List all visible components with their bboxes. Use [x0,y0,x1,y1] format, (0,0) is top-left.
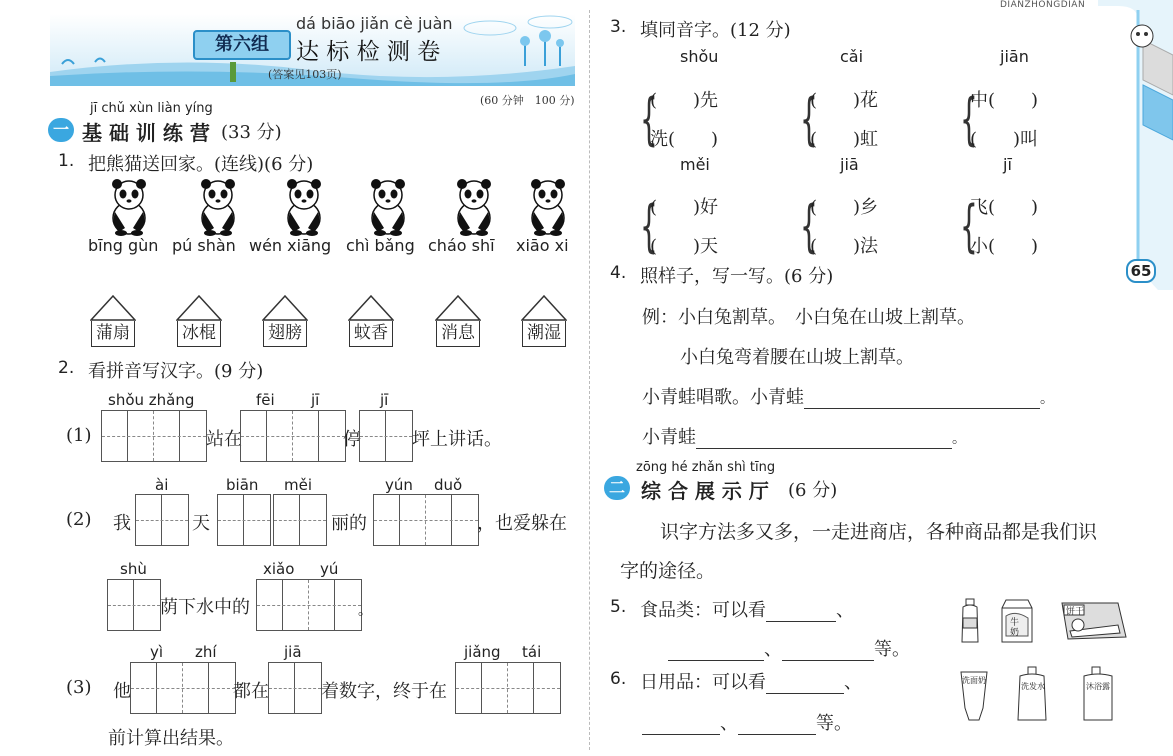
house-3[interactable] [262,295,308,347]
q6-number: 6. [610,669,627,689]
q2-l2b-grid-2[interactable] [256,579,362,631]
answer-blank[interactable] [696,431,952,449]
q2-l1-pinyin-3: jī [311,391,320,409]
brace: { [640,87,658,152]
q5-number: 5. [610,597,627,617]
section2-title: 综 合 展 示 厅 [641,479,769,503]
q4-line-2 [642,423,966,449]
q3-r2-c1[interactable]: 飞( ) [970,197,1039,218]
q2-l2-grid-4[interactable] [373,494,479,546]
q4-text: 照样子，写一写。(6 分) [640,266,834,287]
separator: 、 [720,713,738,734]
section2-intro-1: 识字方法多又多，一走进商店，各种商品都是我们识 [660,521,1098,543]
q2-l2b-grid-1[interactable] [107,579,161,631]
answer-blank[interactable] [642,717,720,735]
q3-r1-c2[interactable]: ( )叫 [970,129,1039,150]
house-6[interactable] [521,295,567,347]
page-title: 达 标 检 测 卷 [296,39,441,65]
bodywash-bottle-icon [1080,666,1116,722]
q3-pinyin-4: měi [680,155,710,174]
section2-intro-2: 字的途径。 [620,560,716,582]
separator: 、 [844,672,862,693]
brace: { [960,87,978,152]
panda-icon[interactable] [107,178,151,236]
milk-label: 牛奶 [1010,618,1020,638]
biscuit-label: 饼干 [1066,607,1085,617]
q2-l3-pinyin-4: jiǎng [464,643,501,661]
house-word: 翅膀 [263,321,307,347]
q2-l2b-pinyin-2: xiǎo [263,560,295,578]
q4-line-2-text: 小青蛙 [642,427,696,448]
brand-label: DIANZHONGDIAN [1000,0,1086,10]
house-4[interactable] [348,295,394,347]
milk-carton-image [1000,598,1034,644]
brace: { [640,194,658,259]
q2-text: 看拼音写汉字。(9 分) [88,361,264,382]
q2-l1-pinyin-1: shǒu zhǎng [108,391,195,409]
house-word: 蒲扇 [91,321,135,347]
q2-l1-grid-3[interactable] [359,410,413,462]
answer-blank[interactable] [766,604,836,622]
q5-line-2 [668,635,910,661]
water-bottle-image [958,598,982,644]
q2-l2-label: (2) [66,509,92,530]
shampoo-bottle-image [1014,666,1050,722]
q2-l1-grid-1[interactable] [101,410,207,462]
q2-l2-pinyin-1: ài [155,476,169,494]
q3-r1-a2[interactable]: 洗( ) [650,129,719,150]
q2-l3-grid-3[interactable] [455,662,561,714]
house-1[interactable] [90,295,136,347]
title-pinyin: dá biāo jiǎn cè juàn [296,14,453,33]
q6-line-2 [642,709,852,735]
house-word: 消息 [436,321,480,347]
panda-icon[interactable] [196,178,240,236]
q3-r1-c1[interactable]: 中( ) [970,90,1039,111]
panda-icon[interactable] [526,178,570,236]
period: 。 [952,431,966,447]
brace: { [800,194,818,259]
q2-l2-text-1: 天 [192,513,210,534]
answer-blank[interactable] [738,717,816,735]
q2-l3-label: (3) [66,677,92,698]
section1-pinyin: jī chǔ xùn liàn yíng [90,101,213,116]
q2-l2-grid-3[interactable] [273,494,327,546]
q2-number: 2. [58,358,75,378]
q5-end: 等。 [874,639,910,660]
q3-pinyin-3: jiān [1000,47,1029,66]
q2-l3-grid-2[interactable] [268,662,322,714]
q3-r2-a2[interactable]: ( )天 [650,236,719,257]
house-word: 冰棍 [177,321,221,347]
q5-text [640,596,854,622]
q2-l3-grid-1[interactable] [130,662,236,714]
q2-l2-pinyin-4: yún [385,476,413,494]
q2-l3-text-3: 前计算出结果。 [108,728,234,749]
q1-pinyin-6: xiāo xi [516,236,569,255]
answer-blank[interactable] [766,676,844,694]
section1-score: (33 分) [221,122,282,143]
q3-text: 填同音字。(12 分) [640,20,791,41]
q6-end: 等。 [816,713,852,734]
q3-pinyin-5: jiā [840,155,859,174]
answer-blank[interactable] [668,643,764,661]
separator: 、 [764,639,782,660]
panda-icon[interactable] [282,178,326,236]
q4-example-1: 例：小白兔割草。 小白兔在山坡上割草。 [642,307,975,328]
brace: { [960,194,978,259]
q2-l3-text-0: 他 [113,681,131,702]
section2-marker: 二 [604,476,630,500]
q3-r2-c2[interactable]: 小( ) [970,236,1039,257]
house-2[interactable] [176,295,222,347]
panda-icon[interactable] [366,178,410,236]
section1-title: 基 础 训 练 营 [82,121,210,145]
q3-r2-a1[interactable]: ( )好 [650,197,719,218]
shampoo-label: 洗发水 [1021,682,1045,691]
q2-l1-pinyin-4: jī [380,391,389,409]
group-badge: 第六组 [193,30,291,60]
q3-pinyin-1: shǒu [680,47,719,66]
q2-l2-text-3: ，也爱躲在 [477,513,567,534]
q4-line-1 [642,383,1054,409]
q3-pinyin-6: jī [1003,155,1012,174]
q1-number: 1. [58,151,75,171]
bodywash-label: 沐浴露 [1086,682,1110,691]
answer-reference: (答案见103页) [268,68,342,81]
answer-blank[interactable] [782,643,874,661]
page-divider [589,10,590,750]
q1-pinyin-3: wén xiāng [249,236,332,255]
q3-r2-b1[interactable]: ( )乡 [810,197,879,218]
q4-example-2: 小白兔弯着腰在山坡上割草。 [680,347,914,368]
q2-l2b-text-2: 。 [358,603,372,619]
panda-icon[interactable] [452,178,496,236]
q2-l3-text-2: 着数字，终于在 [321,681,447,702]
q3-r1-a1[interactable]: ( )先 [650,90,719,111]
q1-pinyin-4: chì bǎng [346,236,415,255]
q2-l2-pinyin-2: biān [226,476,259,494]
q2-l3-text-1: 都在 [233,681,269,702]
water-bottle-icon [958,598,982,644]
q3-r2-b2[interactable]: ( )法 [810,236,879,257]
q1-pinyin-5: cháo shī [428,236,495,255]
q4-line-1-text: 小青蛙唱歌。小青蛙 [642,387,804,408]
q2-l1-pinyin-2: fēi [256,391,275,409]
bodywash-bottle-image [1080,666,1116,722]
q2-l3-pinyin-3: jiā [284,643,302,661]
page-edge-tabs [1098,0,1173,290]
period: 。 [1040,391,1054,407]
q2-l1-text-3: 坪上讲话。 [412,429,502,450]
q5-label: 食品类：可以看 [640,600,766,621]
q2-l2-pinyin-5: duǒ [434,476,463,494]
section2-pinyin: zōng hé zhǎn shì tīng [636,460,776,475]
q2-l2-pinyin-3: měi [284,476,313,494]
q6-label: 日用品：可以看 [640,672,766,693]
q1-pinyin-1: bīng gùn [88,236,159,255]
q2-l1-grid-2[interactable] [240,410,346,462]
q2-l2b-pinyin-3: yú [320,560,339,578]
q2-l1-text-2: 停 [343,429,361,450]
biscuit-box-image [1058,601,1128,641]
q1-text: 把熊猫送回家。(连线)(6 分) [88,154,314,175]
q2-l2-text-0: 我 [113,513,131,534]
edge-tabs-graphic [1098,0,1173,290]
q3-pinyin-2: cǎi [840,47,864,66]
answer-blank[interactable] [804,391,1040,409]
shampoo-bottle-icon [1014,666,1050,722]
cleanser-label: 洗面奶 [962,676,986,685]
q3-number: 3. [610,17,627,37]
q2-l2-grid-1[interactable] [135,494,189,546]
separator: 、 [836,600,854,621]
q1-pinyin-2: pú shàn [172,236,236,255]
brace: { [800,87,818,152]
q2-l2-text-2: 丽的 [331,513,367,534]
page-number: 65 [1126,259,1156,283]
section1-marker: 一 [48,118,74,142]
q2-l3-pinyin-2: zhí [195,643,217,661]
q2-l2b-text-1: 荫下水中的 [160,597,250,618]
section2-score: (6 分) [788,480,838,501]
q6-text [640,668,862,694]
q4-number: 4. [610,263,627,283]
house-word: 潮湿 [522,321,566,347]
q2-l2b-pinyin-1: shù [120,560,147,578]
house-5[interactable] [435,295,481,347]
q3-r1-b1[interactable]: ( )花 [810,90,879,111]
time-score: (60 分钟 100 分) [480,94,575,107]
q2-l3-pinyin-5: tái [522,643,542,661]
cleanser-tube-image [959,670,989,722]
q2-l1-text-1: 站在 [206,429,242,450]
house-word: 蚊香 [349,321,393,347]
q3-r1-b2[interactable]: ( )虹 [810,129,879,150]
q2-l2-grid-2[interactable] [217,494,271,546]
q2-l3-pinyin-1: yì [150,643,164,661]
q2-l1-label: (1) [66,425,92,446]
